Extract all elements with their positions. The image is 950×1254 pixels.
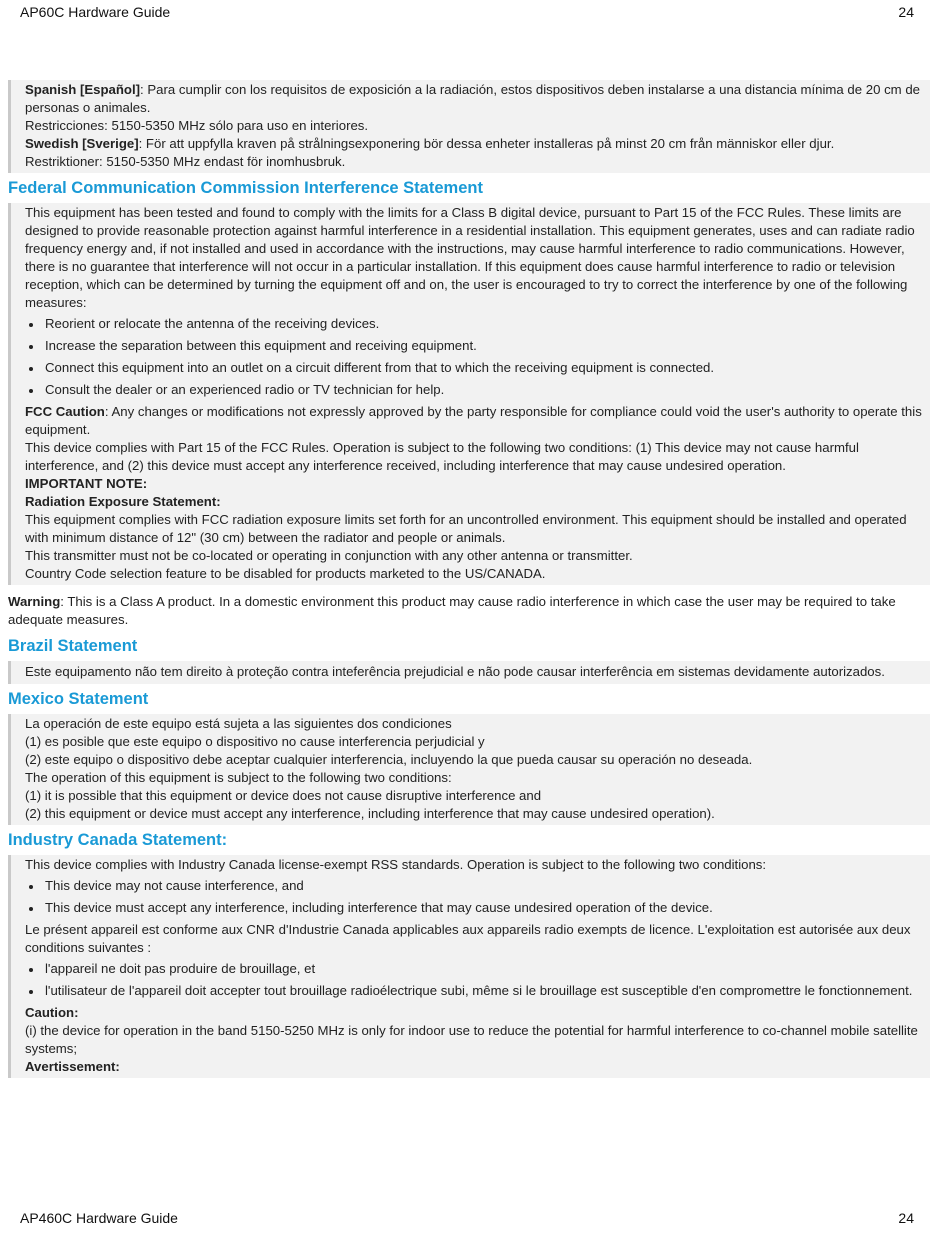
- list-item: Increase the separation between this equipment and receiving equipment.: [25, 337, 930, 355]
- important-note: IMPORTANT NOTE:: [25, 476, 148, 491]
- page-footer: [20, 1210, 914, 1226]
- warning-paragraph: [8, 593, 930, 629]
- mexico-line: (2) este equipo o dispositivo debe aceptar cualquier interferencia, incluyendo la que pueda causar su operación no deseada.: [25, 752, 753, 767]
- mexico-box: [8, 714, 930, 825]
- avertissement-label-line: [25, 1058, 930, 1076]
- list-item: Connect this equipment into an outlet on a circuit different from that to which the receiving equipment is connected.: [25, 359, 930, 377]
- mexico-line: The operation of this equipment is subject to the following two conditions:: [25, 770, 452, 785]
- swedish-label: Swedish [Sverige]: [25, 136, 139, 151]
- list-item: l'appareil ne doit pas produire de brouillage, et: [25, 960, 930, 978]
- fcc-box: [8, 203, 930, 585]
- swedish-restriction: Restriktioner: 5150-5350 MHz endast för inomhusbruk.: [25, 154, 346, 169]
- canada-intro: This device complies with Industry Canada license-exempt RSS standards. Operation is subject to the following two conditions:: [25, 857, 767, 872]
- avertissement-label: Avertissement:: [25, 1059, 120, 1074]
- warning-text: : This is a Class A product. In a domestic environment this product may cause radio interference in which case the user may be required to take adequate measures.: [8, 594, 896, 627]
- swedish-text: : För att uppfylla kraven på strålningsexponering bör dessa enheter installeras på minst 20 cm från människor eller djur.: [138, 136, 835, 151]
- mexico-line: (1) it is possible that this equipment or device does not cause disruptive interference and: [25, 788, 542, 803]
- canada-box: [8, 855, 930, 1078]
- fcc-measures-list: [25, 315, 930, 399]
- document-body: [8, 80, 930, 1078]
- canada-heading: Industry Canada Statement:: [8, 831, 228, 849]
- page-header: [20, 4, 914, 20]
- spanish-label: Spanish [Español]: [25, 82, 141, 97]
- brazil-text: Este equipamento não tem direito à proteção contra inteferência prejudicial e não pode causar interferência em sistemas devidamente autorizados.: [25, 664, 885, 679]
- mexico-line: (2) this equipment or device must accept any interference, including interference that may cause undesired operation).: [25, 806, 715, 821]
- fcc-caution: [25, 403, 930, 439]
- list-item: This device must accept any interference, including interference that may cause undesired operation of the device.: [25, 899, 930, 917]
- spanish-text: : Para cumplir con los requisitos de exposición a la radiación, estos dispositivos deben instalarse a una distancia mínima de 20 cm de personas o animales.: [25, 82, 920, 115]
- fcc-country-code: Country Code selection feature to be disabled for products marketed to the US/CANADA.: [25, 566, 546, 581]
- mexico-line: La operación de este equipo está sujeta a las siguientes dos condiciones: [25, 716, 452, 731]
- brazil-box: [8, 661, 930, 684]
- footer-page-number: 24: [898, 1210, 914, 1226]
- footer-title: AP460C Hardware Guide: [20, 1210, 178, 1226]
- caution-text: (i) the device for operation in the band 5150-5250 MHz is only for indoor use to reduce the potential for harmful interference to co-channel mobile satellite systems;: [25, 1023, 918, 1056]
- swedish-paragraph: [25, 135, 930, 153]
- fcc-exposure: This equipment complies with FCC radiation exposure limits set forth for an uncontrolled environment. This equipment should be installed and operated with minimum distance of 12" (30 cm) between the radiator and people or animals.: [25, 512, 907, 545]
- list-item: Reorient or relocate the antenna of the receiving devices.: [25, 315, 930, 333]
- list-item: This device may not cause interference, and: [25, 877, 930, 895]
- canada-conditions-fr: [25, 960, 930, 1000]
- mexico-heading: Mexico Statement: [8, 690, 149, 708]
- mexico-line: (1) es posible que este equipo o dispositivo no cause interferencia perjudicial y: [25, 734, 485, 749]
- list-item: Consult the dealer or an experienced radio or TV technician for help.: [25, 381, 930, 399]
- spanish-paragraph: [25, 81, 930, 117]
- canada-conditions-en: [25, 877, 930, 917]
- header-title: AP60C Hardware Guide: [20, 4, 171, 20]
- fcc-part15: This device complies with Part 15 of the FCC Rules. Operation is subject to the following two conditions: (1) This device may not cause harmful interference, and (2) this device must accept any interference received, including interference that may cause undesired operation.: [25, 440, 859, 473]
- fcc-caution-label: FCC Caution: [25, 404, 105, 419]
- fcc-heading: Federal Communication Commission Interference Statement: [8, 179, 483, 197]
- canada-intro-fr: Le présent appareil est conforme aux CNR d'Industrie Canada applicables aux appareils radio exempts de licence. L'exploitation est autorisée aux deux conditions suivantes :: [25, 922, 911, 955]
- brazil-heading: Brazil Statement: [8, 637, 138, 655]
- list-item: l'utilisateur de l'appareil doit accepter tout brouillage radioélectrique subi, même si le brouillage est susceptible d'en compromettre le fonctionnement.: [25, 982, 930, 1000]
- spanish-restriction: Restricciones: 5150-5350 MHz sólo para uso en interiores.: [25, 118, 369, 133]
- radiation-intro-box: [8, 80, 930, 173]
- fcc-caution-text: : Any changes or modifications not expressly approved by the party responsible for compliance could void the user's authority to operate this equipment.: [25, 404, 922, 437]
- radiation-statement: Radiation Exposure Statement:: [25, 494, 221, 509]
- warning-label: Warning: [8, 594, 61, 609]
- important-note-line: [25, 475, 930, 493]
- caution-label-line: [25, 1004, 930, 1022]
- fcc-colocate: This transmitter must not be co-located or operating in conjunction with any other antenna or transmitter.: [25, 548, 633, 563]
- radiation-statement-line: [25, 493, 930, 511]
- header-page-number: 24: [898, 4, 914, 20]
- caution-label: Caution:: [25, 1005, 79, 1020]
- fcc-paragraph: This equipment has been tested and found to comply with the limits for a Class B digital device, pursuant to Part 15 of the FCC Rules. These limits are designed to provide reasonable protection against harmful interference in a residential installation. This equipment generates, uses and can radiate radio frequency energy and, if not installed and used in accordance with the instructions, may cause harmful interference to radio communications. However, there is no guarantee that interference will not occur in a particular installation. If this equipment does cause harmful interference to radio or television reception, which can be determined by turning the equipment off and on, the user is encouraged to try to correct the interference by one of the following measures:: [25, 205, 915, 310]
